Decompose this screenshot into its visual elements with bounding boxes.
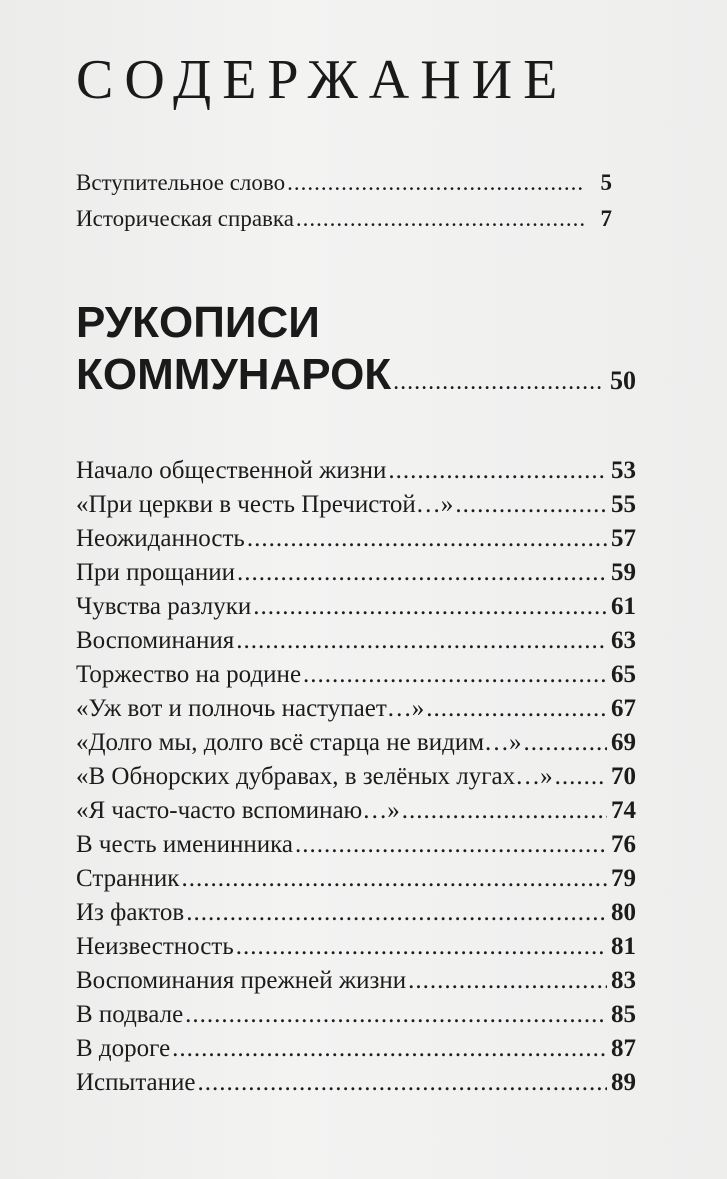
toc-entry-label: «Я часто-часто вспоминаю…» [76, 797, 400, 824]
section-page: 50 [610, 366, 636, 395]
toc-entry-page: 79 [611, 865, 636, 892]
toc-entry-page: 76 [611, 831, 636, 858]
dot-leader [198, 1069, 607, 1097]
toc-entry-label: «При церкви в честь Пречистой…» [76, 491, 454, 518]
dot-leader [185, 1001, 607, 1029]
toc-entry-label: Испытание [76, 1069, 196, 1096]
toc-entry-label: Из фактов [76, 899, 185, 926]
dot-leader [247, 525, 607, 553]
dot-leader [172, 1035, 607, 1063]
toc-entry [76, 1001, 636, 1029]
toc-entry-label: Вступительное слово [76, 170, 286, 195]
toc-entry-label: Неожиданность [76, 525, 245, 552]
toc-entry-label: Странник [76, 865, 180, 892]
dot-leader [426, 695, 607, 723]
dot-leader [186, 899, 607, 927]
dot-leader [303, 661, 607, 689]
toc-entry-label: В честь именинника [76, 831, 293, 858]
toc-entry [76, 661, 636, 689]
toc-entry-label: В дороге [76, 1035, 171, 1062]
toc-entry-label: Чувства разлуки [76, 593, 252, 620]
toc-entry-page: 80 [611, 899, 636, 926]
toc-entry-page: 7 [600, 206, 612, 231]
toc-entry-page: 5 [600, 170, 612, 195]
dot-leader [295, 831, 607, 859]
toc-entry-page: 69 [611, 729, 636, 756]
section-title-line1: РУКОПИСИ [76, 298, 320, 347]
toc-entry-label: Историческая справка [76, 206, 294, 231]
toc-entry-label: «Долго мы, долго всё старца не видим…» [76, 729, 522, 756]
toc-entry [76, 1035, 636, 1063]
toc-entry-page: 83 [611, 967, 636, 994]
toc-entry [76, 763, 636, 791]
toc-entry-page: 89 [611, 1069, 636, 1096]
toc-entry [76, 491, 636, 519]
toc-entry-label: При прощании [76, 559, 236, 586]
dot-leader [455, 491, 607, 519]
toc-entry-label: Торжество на родине [76, 661, 302, 688]
toc-entry [76, 206, 612, 232]
toc-entry-page: 85 [611, 1001, 636, 1028]
toc-entry [76, 831, 636, 859]
toc-entry [76, 933, 636, 961]
toc-entry [76, 1069, 636, 1097]
toc-entry [76, 593, 636, 621]
toc-entry [76, 865, 636, 893]
toc-entry-label: Начало общественной жизни [76, 457, 387, 484]
dot-leader [524, 729, 607, 757]
dot-leader [555, 763, 607, 791]
toc-entry-page: 65 [611, 661, 636, 688]
toc-entry-page: 87 [611, 1035, 636, 1062]
dot-leader [296, 206, 584, 232]
dot-leader [181, 865, 607, 893]
toc-entry-label: Неизвестность [76, 933, 234, 960]
section-title-line2: КОММУНАРОК [76, 350, 392, 399]
dot-leader [287, 170, 584, 196]
toc-entry [76, 457, 636, 485]
toc-entry-page: 63 [611, 627, 636, 654]
dot-leader [237, 559, 607, 587]
toc-entry [76, 797, 636, 825]
toc-entry-label: «Уж вот и полночь наступает…» [76, 695, 425, 722]
toc-entry-page: 70 [611, 763, 636, 790]
dot-leader [388, 457, 607, 485]
toc-entry-page: 55 [611, 491, 636, 518]
toc-entry-label: Воспоминания прежней жизни [76, 967, 407, 994]
toc-entry-page: 81 [611, 933, 636, 960]
page-title: СОДЕРЖАНИЕ [76, 49, 569, 111]
toc-entry-page: 53 [611, 457, 636, 484]
dot-leader [236, 627, 607, 655]
toc-entry [76, 525, 636, 553]
toc-entry-page: 74 [611, 797, 636, 824]
toc-entry-label: «В Обнорских дубравах, в зелёных лугах…» [76, 763, 553, 790]
toc-entry-page: 59 [611, 559, 636, 586]
toc-entry-label: В подвале [76, 1001, 184, 1028]
toc-entry-page: 67 [611, 695, 636, 722]
toc-entry [76, 170, 612, 196]
dot-leader [253, 593, 607, 621]
dot-leader [236, 933, 607, 961]
dot-leader [408, 967, 607, 995]
toc-entry [76, 967, 636, 995]
toc-entry [76, 559, 636, 587]
section-entry [76, 350, 636, 400]
toc-entry [76, 627, 636, 655]
toc-entry-page: 57 [611, 525, 636, 552]
dot-leader [393, 369, 604, 396]
dot-leader [402, 797, 607, 825]
toc-entry [76, 729, 636, 757]
toc-entry [76, 899, 636, 927]
toc-entry-label: Воспоминания [76, 627, 235, 654]
toc-entry-page: 61 [611, 593, 636, 620]
toc-entry [76, 695, 636, 723]
